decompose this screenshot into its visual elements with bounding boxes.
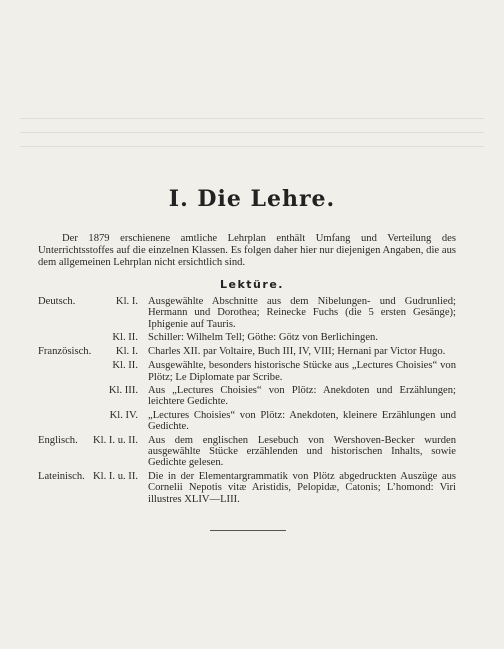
class-label: Kl. I.: [115, 296, 138, 307]
reading-row: [0, 385, 504, 408]
show-through-rule: [20, 118, 484, 119]
reading-row: [0, 332, 504, 344]
class-label: Kl. I. u. II.: [92, 470, 138, 482]
reading-row: [0, 410, 504, 433]
intro-paragraph: Der 1879 erschienene amtliche Lehrplan enthält Umfang und Verteilung des Unterrichtsstoffes auf die einzelnen Klassen. Es folgen daher hier nur diejenigen Angaben, die aus dem allgemeinen Lehrplan nicht ersichtlich sind.: [38, 233, 456, 269]
reading-row: [0, 471, 504, 505]
reading-description: Ausgewählte Abschnitte aus dem Nibelungen- und Gudrunlied; Hermann und Dorothea; Reinecke Fuchs (die 5 ersten Gesänge); Iphigenie auf Tauris.: [148, 296, 456, 330]
subject-label: Französisch.: [38, 346, 92, 358]
class-label: Kl. I.: [115, 346, 138, 358]
class-label: Kl. IV.: [109, 409, 138, 421]
reading-list: [0, 296, 504, 507]
class-label: Kl. II.: [112, 360, 138, 372]
class-label: Kl. III.: [108, 385, 138, 397]
class-label: Kl. I. u. II.: [92, 434, 138, 446]
reading-row: [0, 435, 504, 469]
reading-description: Aus „Lectures Choisies“ von Plötz: Anekdoten und Erzählungen; leichtere Gedichte.: [148, 385, 456, 408]
reading-description: Ausgewählte, besonders historische Stücke aus „Lectures Choisies“ von Plötz; Le Diplomate par Scribe.: [148, 360, 456, 383]
show-through-rule: [20, 132, 484, 133]
reading-row: [0, 346, 504, 358]
reading-description: Charles XII. par Voltaire, Buch III, IV, VIII; Hernani par Victor Hugo.: [148, 346, 446, 358]
closing-divider: [210, 530, 286, 531]
reading-description: „Lectures Choisies“ von Plötz: Anekdoten, kleinere Erzählungen und Gedichte.: [148, 409, 456, 433]
reading-description: Schiller: Wilhelm Tell; Göthe: Götz von Berlichingen.: [148, 332, 378, 344]
reading-description: Die in der Elementargrammatik von Plötz abgedruckten Auszüge aus Cornelii Nepotis vitæ Aristidis, Pelopidæ, Catonis; L’homond: Viri illustres XLIV—LIII.: [148, 470, 456, 505]
section-heading-lektuere: Lektüre.: [220, 278, 284, 291]
class-label: Kl. II.: [112, 332, 138, 344]
subject-label: Deutsch.: [38, 296, 76, 307]
reading-row: [0, 360, 504, 383]
subject-label: Englisch.: [38, 434, 78, 446]
show-through-rule: [20, 146, 484, 147]
page-title: I. Die Lehre.: [168, 186, 336, 212]
subject-label: Lateinisch.: [38, 470, 85, 482]
reading-description: Aus dem englischen Lesebuch von Wershoven-Becker wurden ausgewählte Stücke erzählenden und historischen Inhalts, sowie Gedichte gelesen.: [148, 434, 456, 469]
reading-row: [0, 296, 504, 330]
